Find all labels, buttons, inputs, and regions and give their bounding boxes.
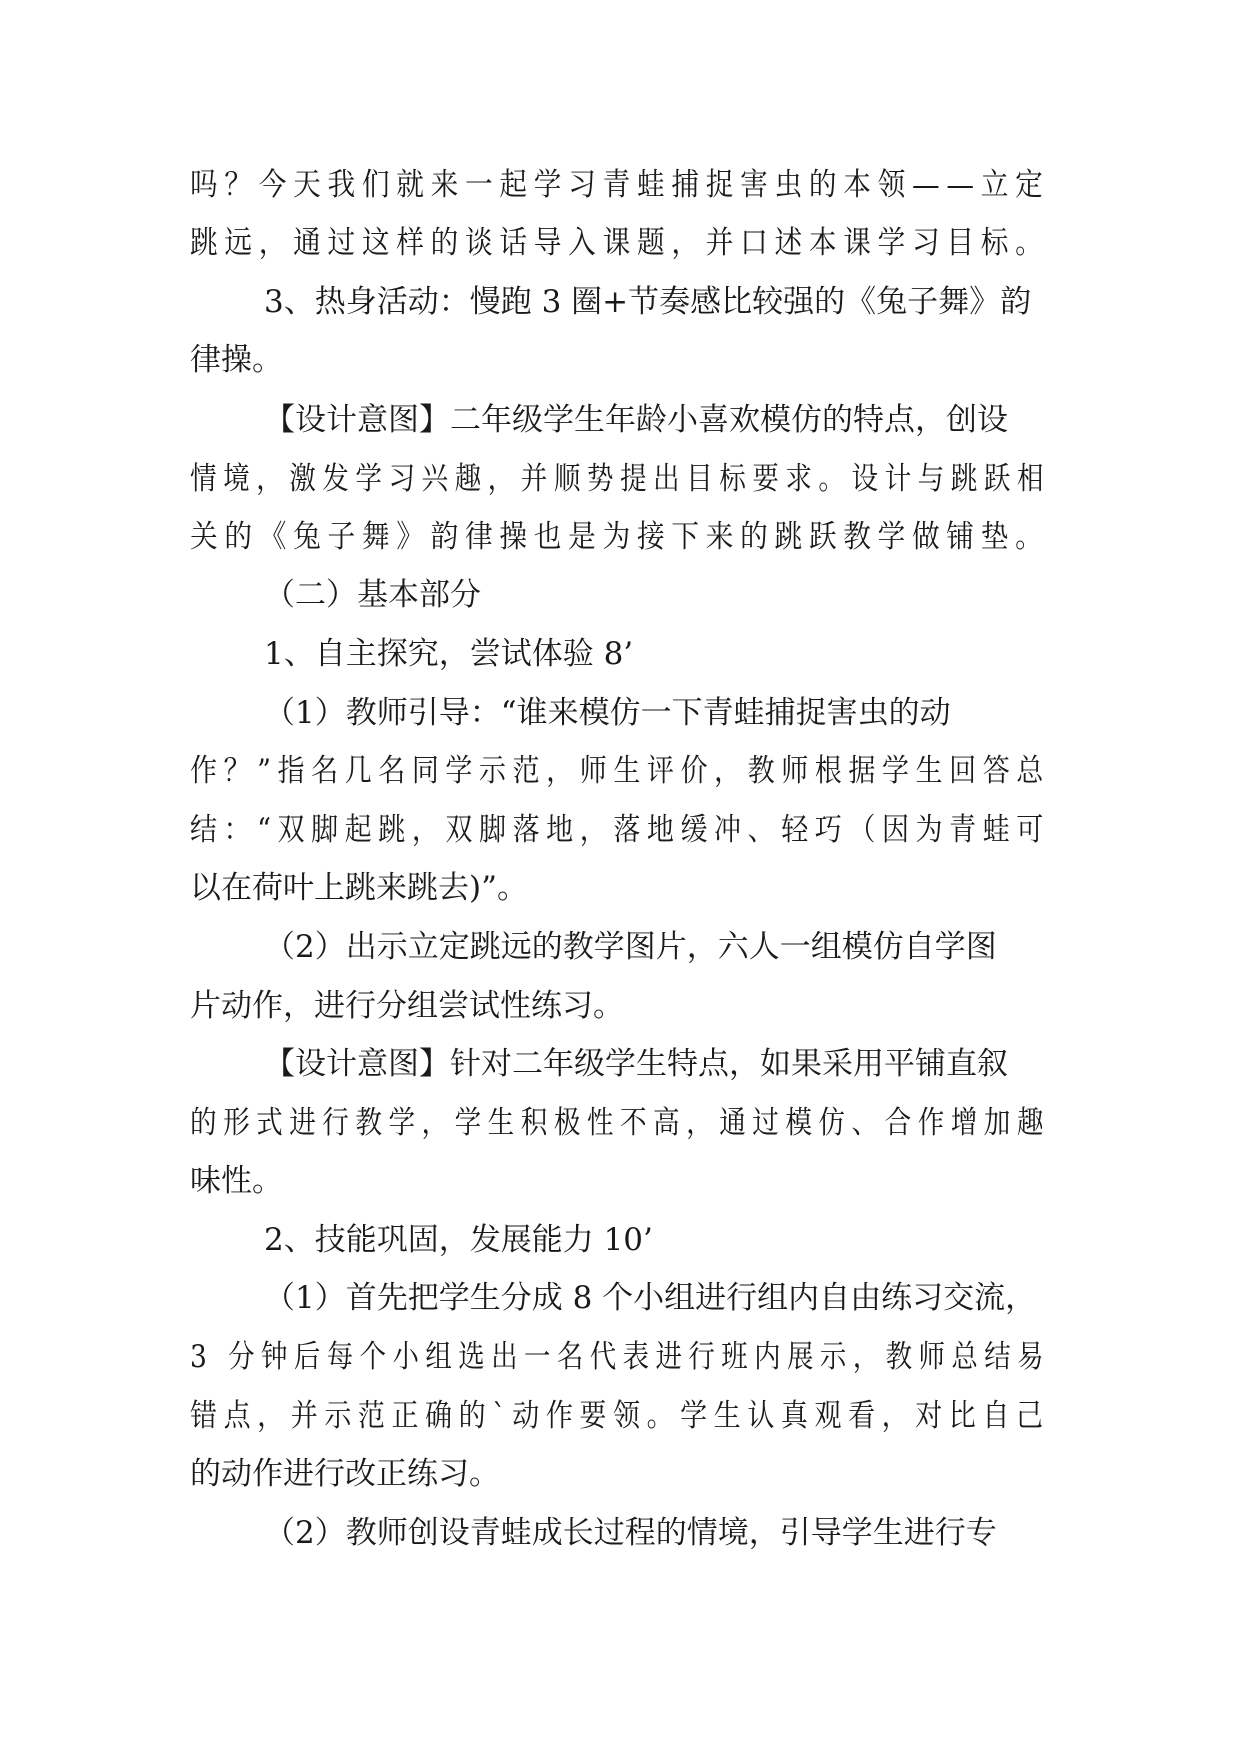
text-line: 的形式进行教学，学生积极性不高，通过模仿、合作增加趣	[190, 1105, 1050, 1141]
text-line: （2）出示立定跳远的教学图片，六人一组模仿自学图	[264, 929, 997, 965]
text-line: 【设计意图】二年级学生年龄小喜欢模仿的特点，创设	[264, 402, 1008, 438]
text-line: 作？”指名几名同学示范，师生评价，教师根据学生回答总	[190, 753, 1050, 789]
text-line: 吗？今天我们就来一起学习青蛙捕捉害虫的本领——立定	[190, 167, 1050, 203]
text-line: 2、技能巩固，发展能力 10’	[264, 1222, 653, 1258]
text-line: （1）首先把学生分成 8 个小组进行组内自由练习交流，	[264, 1280, 1037, 1316]
text-line: 关的《兔子舞》韵律操也是为接下来的跳跃教学做铺垫。	[190, 519, 1050, 555]
text-line: 律操。	[190, 342, 283, 378]
text-line: 错点，并示范正确的`动作要领。学生认真观看，对比自己	[190, 1398, 1050, 1434]
text-line: 片动作，进行分组尝试性练习。	[190, 988, 624, 1024]
text-line: （1）教师引导：“谁来模仿一下青蛙捕捉害虫的动	[264, 695, 951, 731]
text-line: 味性。	[190, 1163, 283, 1199]
text-line: 3 分钟后每个小组选出一名代表进行班内展示，教师总结易	[190, 1339, 1051, 1375]
text-line: 情境，激发学习兴趣，并顺势提出目标要求。设计与跳跃相	[190, 461, 1050, 497]
text-line: 结：“双脚起跳，双脚落地，落地缓冲、轻巧（因为青蛙可	[190, 812, 1050, 848]
text-line: 1、自主探究，尝试体验 8’	[264, 636, 634, 672]
text-line: 以在荷叶上跳来跳去)”。	[190, 870, 528, 906]
text-line: 【设计意图】针对二年级学生特点，如果采用平铺直叙	[264, 1046, 1008, 1082]
text-line: （2）教师创设青蛙成长过程的情境，引导学生进行专	[264, 1515, 997, 1551]
section-heading: （二）基本部分	[264, 577, 481, 613]
text-line: 3、热身活动：慢跑 3 圈+节奏感比较强的《兔子舞》韵	[264, 284, 1032, 320]
text-line: 跳远，通过这样的谈话导入课题，并口述本课学习目标。	[190, 225, 1050, 261]
text-line: 的动作进行改正练习。	[190, 1456, 500, 1492]
